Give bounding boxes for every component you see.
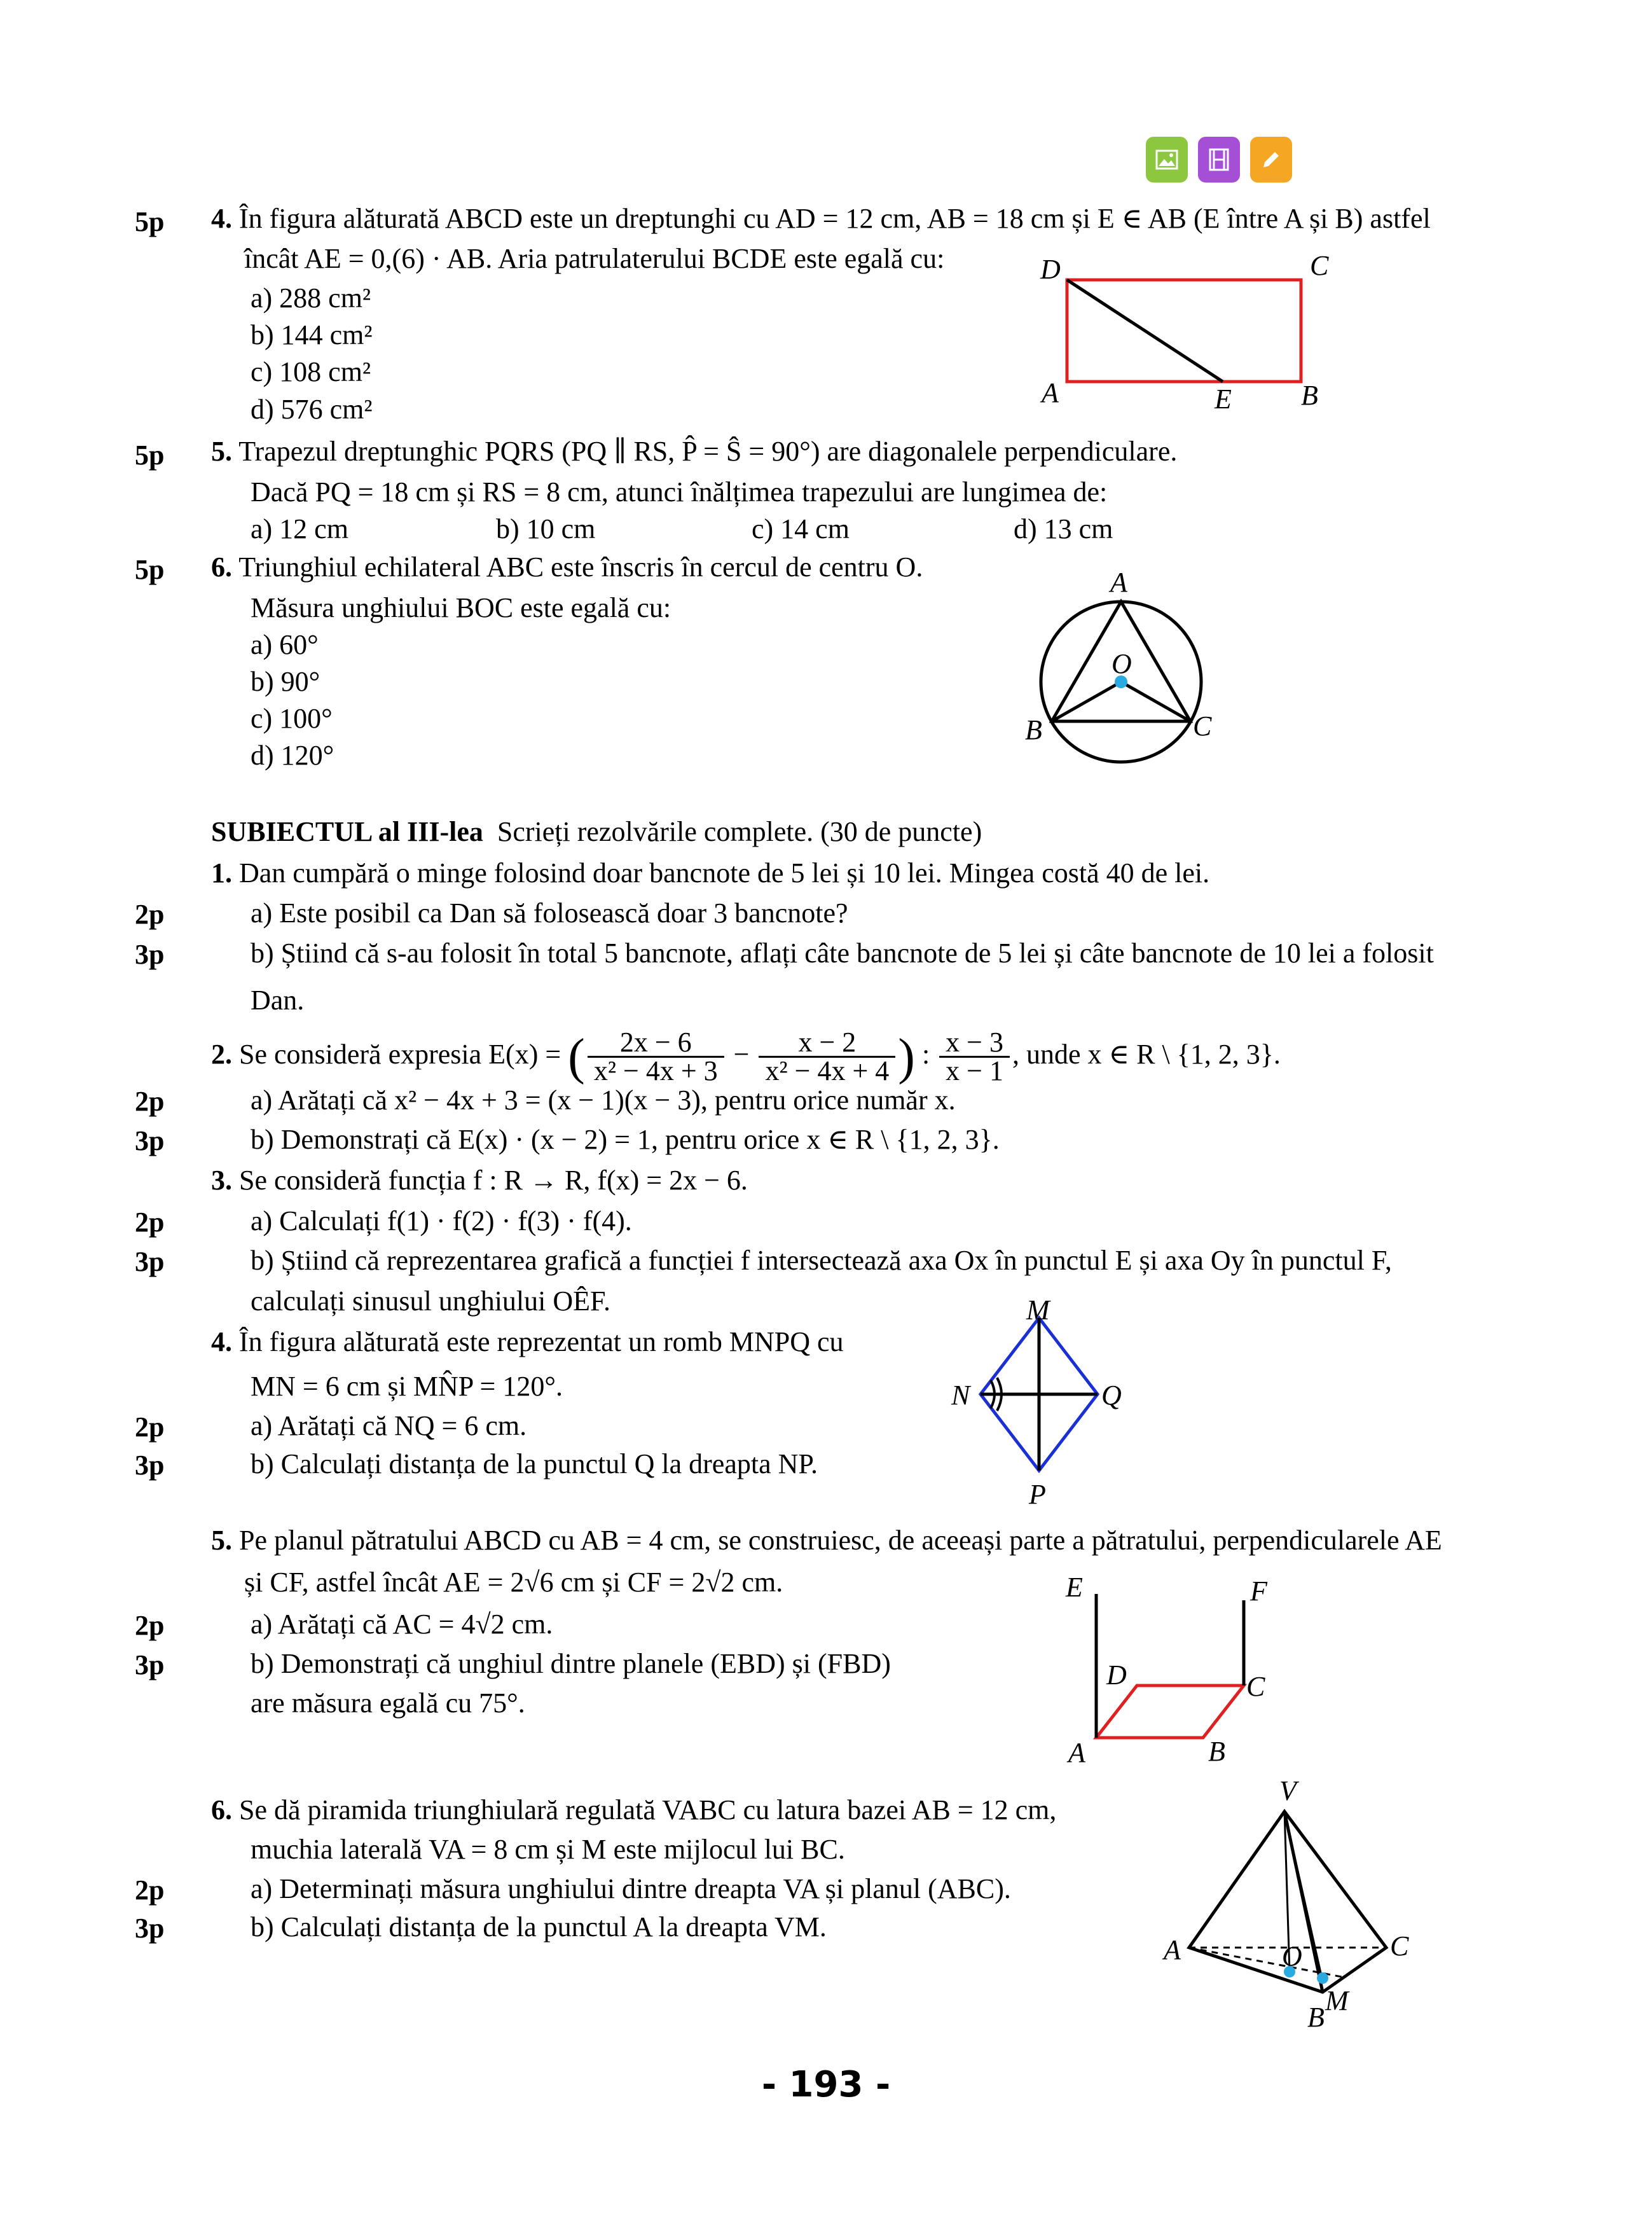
- point-m: [1317, 1972, 1328, 1984]
- q4-option-a: a) 288 cm²: [251, 282, 371, 314]
- media-toolbar: [1146, 137, 1292, 183]
- label-o: O: [1112, 648, 1132, 679]
- p6-text-cont: muchia laterală VA = 8 cm și M este mijlocul lui BC.: [251, 1834, 845, 1865]
- p2a-text: a) Arătați că x² − 4x + 3 = (x − 1)(x − 3), pentru orice număr x.: [251, 1084, 956, 1116]
- p3a-points: 2p: [135, 1207, 165, 1238]
- q5-option-c: c) 14 cm: [752, 513, 850, 544]
- p3-statement: [211, 1164, 748, 1197]
- label-a: A: [1164, 1934, 1181, 1965]
- label-c: C: [1390, 1930, 1409, 1962]
- label-b: B: [1208, 1736, 1225, 1767]
- q4-option-c: c) 108 cm²: [251, 356, 371, 387]
- fraction-1: [588, 1027, 724, 1087]
- film-icon: [1206, 147, 1232, 172]
- q5-option-d: d) 13 cm: [1014, 513, 1113, 544]
- label-a: A: [1110, 567, 1127, 598]
- p4-statement: [211, 1326, 844, 1359]
- label-c: C: [1310, 250, 1329, 281]
- segment-de: [1067, 280, 1223, 382]
- q6-option-b: b) 90°: [251, 666, 320, 697]
- q6-text: Triunghiul echilateral ABC este înscris în cercul de centru O.: [238, 551, 923, 583]
- label-e: E: [1066, 1572, 1083, 1603]
- label-a: A: [1042, 377, 1059, 408]
- q6-option-a: a) 60°: [251, 629, 319, 660]
- p5b-points: 3p: [135, 1649, 165, 1680]
- p3b-points: 3p: [135, 1246, 165, 1277]
- p1b-text-cont: Dan.: [251, 985, 305, 1016]
- colon-sign: :: [921, 1039, 930, 1070]
- q5-number: 5.: [211, 436, 232, 467]
- p3b-text-cont: calculați sinusul unghiului OÊF.: [251, 1285, 610, 1317]
- label-n: N: [951, 1380, 970, 1411]
- label-a: A: [1068, 1737, 1085, 1768]
- label-m: M: [1325, 1985, 1349, 2016]
- section-heading: [211, 815, 982, 848]
- section-title: SUBIECTUL al III-lea: [211, 816, 483, 847]
- p2-number: 2.: [211, 1039, 232, 1070]
- q5-points: 5p: [135, 440, 165, 471]
- p4a-points: 2p: [135, 1411, 165, 1443]
- label-c: C: [1193, 710, 1212, 742]
- p5-number: 5.: [211, 1525, 232, 1556]
- rectangle-figure: [1030, 248, 1361, 420]
- p6-text: Se dă piramida triunghiulară regulată VABC cu latura bazei AB = 12 cm,: [239, 1794, 1057, 1825]
- fraction-1-num: 2x − 6: [588, 1029, 724, 1058]
- q5-line2: Dacă PQ = 18 cm și RS = 8 cm, atunci înălțimea trapezului are lungimea de:: [251, 476, 1108, 508]
- p3b-text: b) Știind că reprezentarea grafică a funcției f intersectează axa Ox în punctul E și axa Oy în punctul F,: [251, 1245, 1392, 1276]
- p2-statement: 2. Se consideră expresia E(x) = ( $\frac{2x - 6}{\text{x² − 4x + 3}}$ − $\frac{x - 2}{\text{x² − 4x + 4}}$ ) : $\frac{x - 3}{x - 1}$ , unde x ∈ R \ {1, 2, 3}.: [211, 1027, 1281, 1087]
- q6-points: 5p: [135, 554, 165, 585]
- p3a-text: a) Calculați f(1) · f(2) · f(3) · f(4).: [251, 1205, 632, 1236]
- q4-text: În figura alăturată ABCD este un dreptunghi cu AD = 12 cm, AB = 18 cm și E ∈ AB (E între A și B) astfel: [239, 203, 1431, 234]
- q4-option-d: d) 576 cm²: [251, 394, 373, 425]
- p4b-points: 3p: [135, 1450, 165, 1481]
- q4-line2: încât AE = 0,(6) · AB. Aria patrulaterului BCDE este egală cu:: [244, 243, 945, 274]
- rhombus-figure: [947, 1291, 1151, 1514]
- square-perpendiculars-figure: [1056, 1571, 1323, 1775]
- p6-statement: [211, 1794, 1056, 1827]
- label-b: B: [1301, 380, 1318, 411]
- p6a-text: a) Determinați măsura unghiului dintre dreapta VA și planul (ABC).: [251, 1873, 1011, 1904]
- video-button[interactable]: [1198, 137, 1240, 183]
- label-o: O: [1282, 1941, 1302, 1972]
- p1b-text: b) Știind că s-au folosit în total 5 bancnote, aflați câte bancnote de 5 lei și câte bancnote de 10 lei a folosit: [251, 938, 1434, 969]
- p4a-text: a) Arătați că NQ = 6 cm.: [251, 1410, 527, 1441]
- p6-number: 6.: [211, 1794, 232, 1825]
- p4b-text: b) Calculați distanța de la punctul Q la dreapta NP.: [251, 1448, 818, 1479]
- label-q: Q: [1101, 1380, 1122, 1411]
- p2b-points: 3p: [135, 1125, 165, 1156]
- p1a-points: 2p: [135, 899, 165, 930]
- label-p: P: [1029, 1479, 1046, 1510]
- q5-line1: [211, 435, 1177, 468]
- q4-option-b: b) 144 cm²: [251, 319, 373, 350]
- p1-statement: [211, 857, 1209, 890]
- p5-text-cont: și CF, astfel încât AE = 2√6 cm și CF = 2√2 cm.: [244, 1567, 783, 1598]
- fraction-2: [759, 1027, 895, 1087]
- label-b: B: [1025, 714, 1042, 745]
- q6-line2: Măsura unghiului BOC este egală cu:: [251, 592, 671, 623]
- rectangle-abcd: [1067, 280, 1301, 382]
- p1b-points: 3p: [135, 939, 165, 970]
- p6b-text: b) Calculați distanța de la punctul A la dreapta VM.: [251, 1911, 827, 1942]
- p5a-points: 2p: [135, 1610, 165, 1641]
- q6-option-c: c) 100°: [251, 703, 333, 734]
- label-v: V: [1279, 1775, 1297, 1806]
- image-button[interactable]: [1146, 137, 1188, 183]
- pyramid-figure: [1138, 1775, 1431, 2048]
- q5-option-b: b) 10 cm: [496, 513, 596, 544]
- pencil-icon: [1258, 147, 1284, 172]
- fraction-1-den: x² − 4x + 3: [593, 1055, 718, 1087]
- p3-text: Se consideră funcția f : R → R, f(x) = 2x − 6.: [239, 1165, 748, 1196]
- label-c: C: [1246, 1671, 1265, 1702]
- p2-lead: Se consideră expresia E(x) =: [239, 1039, 561, 1070]
- p2b-text: b) Demonstrați că E(x) · (x − 2) = 1, pentru orice x ∈ R \ {1, 2, 3}.: [251, 1124, 1000, 1155]
- p6b-points: 3p: [135, 1913, 165, 1944]
- p1-text: Dan cumpără o minge folosind doar bancnote de 5 lei și 10 lei. Mingea costă 40 de lei.: [239, 857, 1210, 889]
- p6a-points: 2p: [135, 1874, 165, 1906]
- fraction-3-num: x − 3: [939, 1029, 1010, 1058]
- p1a-text: a) Este posibil ca Dan să folosească doar 3 bancnote?: [251, 897, 848, 929]
- circle-triangle-figure: [1017, 566, 1234, 776]
- edit-button[interactable]: [1250, 137, 1292, 183]
- section-subtitle: Scrieți rezolvările complete. (30 de puncte): [497, 816, 982, 847]
- label-d: D: [1106, 1659, 1127, 1691]
- fraction-2-den: x² − 4x + 4: [765, 1055, 890, 1087]
- p5b-text: b) Demonstrați că unghiul dintre planele (EBD) și (FBD): [251, 1648, 891, 1679]
- label-e: E: [1215, 384, 1232, 415]
- label-b: B: [1307, 2002, 1325, 2033]
- square-abcd: [1096, 1686, 1244, 1738]
- p2a-points: 2p: [135, 1086, 165, 1117]
- q4-line1: [211, 202, 1431, 235]
- q6-number: 6.: [211, 551, 232, 583]
- label-d: D: [1040, 254, 1061, 285]
- p2-tail: , unde x ∈ R \ {1, 2, 3}.: [1012, 1039, 1281, 1070]
- p3-number: 3.: [211, 1165, 232, 1196]
- p5b-text-cont: are măsura egală cu 75°.: [251, 1687, 525, 1719]
- p5-statement: [211, 1524, 1442, 1557]
- q6-option-d: d) 120°: [251, 740, 334, 771]
- p1-number: 1.: [211, 857, 232, 889]
- label-m: M: [1026, 1294, 1050, 1326]
- q4-number: 4.: [211, 203, 232, 234]
- page-number: - 193 -: [761, 2064, 891, 2105]
- fraction-3-den: x − 1: [946, 1055, 1003, 1087]
- fraction-2-num: x − 2: [759, 1029, 895, 1058]
- q5-option-a: a) 12 cm: [251, 513, 348, 544]
- image-icon: [1154, 147, 1180, 172]
- p4-text-cont: MN = 6 cm și MN̂P = 120°.: [251, 1371, 563, 1402]
- p4-text: În figura alăturată este reprezentat un romb MNPQ cu: [239, 1326, 844, 1357]
- p4-number: 4.: [211, 1326, 232, 1357]
- q6-line1: [211, 551, 923, 584]
- q5-text: Trapezul dreptunghic PQRS (PQ ∥ RS, P̂ = Ŝ = 90°) are diagonalele perpendiculare.: [238, 436, 1178, 467]
- p5a-text: a) Arătați că AC = 4√2 cm.: [251, 1609, 553, 1640]
- label-f: F: [1250, 1575, 1267, 1607]
- p5-text: Pe planul pătratului ABCD cu AB = 4 cm, se construiesc, de aceeași parte a pătratului, perpendicularele AE: [239, 1525, 1442, 1556]
- q4-points: 5p: [135, 206, 165, 237]
- fraction-3: [939, 1027, 1010, 1087]
- minus-sign: −: [733, 1039, 750, 1070]
